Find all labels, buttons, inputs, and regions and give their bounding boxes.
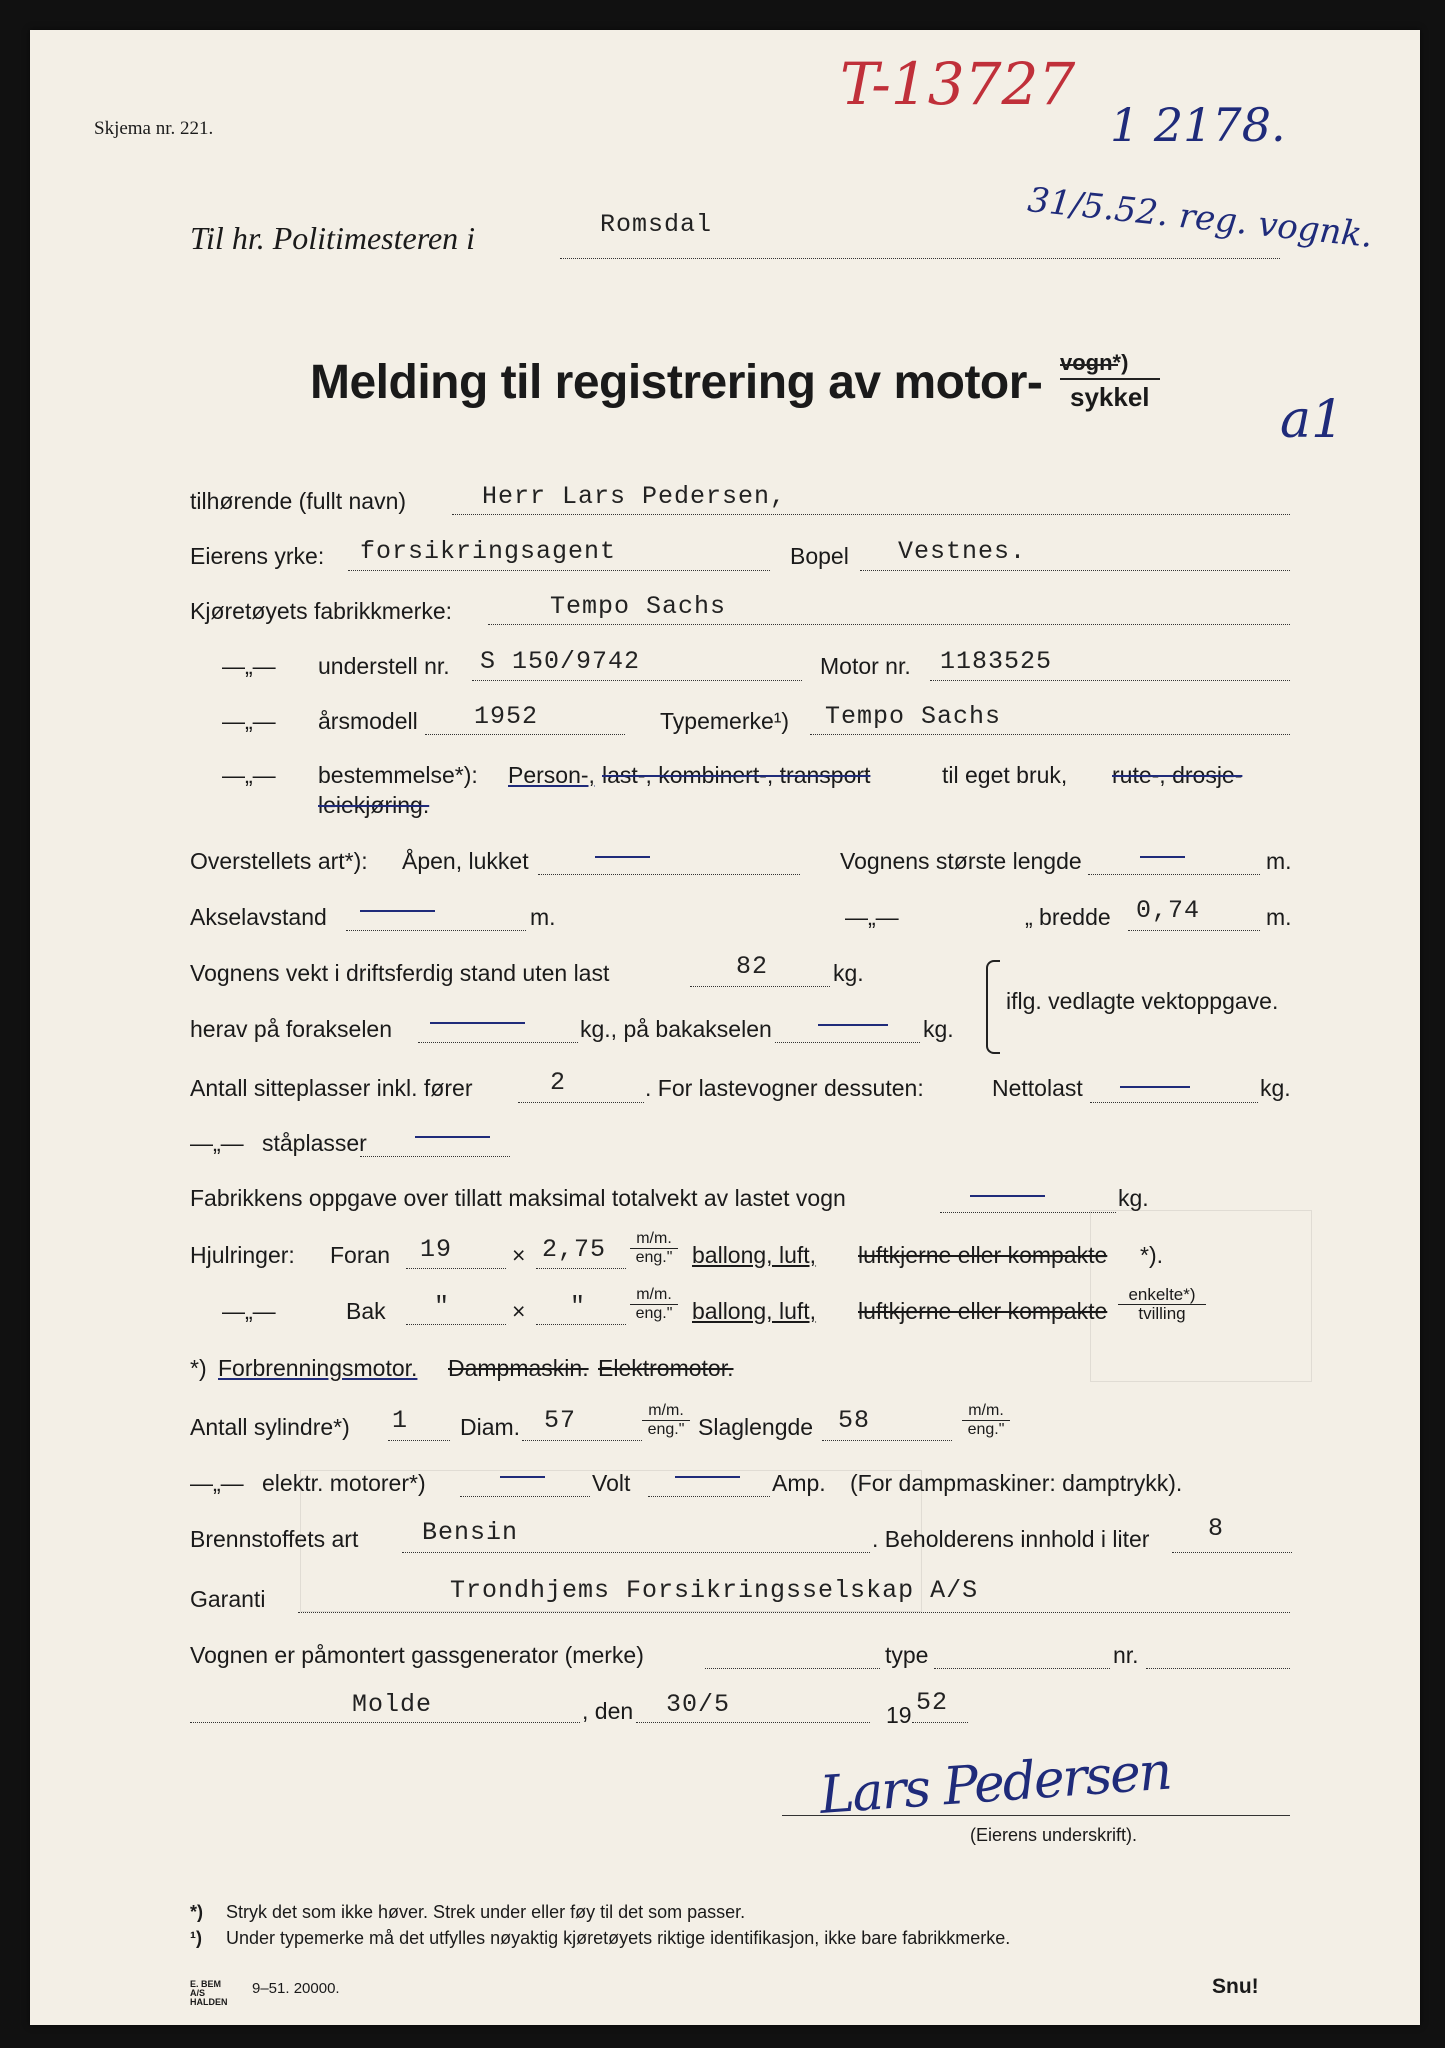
rear-axle-line <box>775 1042 920 1043</box>
residence-line <box>860 570 1290 571</box>
elec-dash <box>500 1476 545 1478</box>
body-value: Åpen, lukket <box>402 848 529 874</box>
ditto-mark: —„— <box>190 1130 244 1156</box>
motor-line <box>930 680 1290 681</box>
stroke-label: Slaglengde <box>698 1414 814 1440</box>
purpose-struck-types: last-, kombinert-, transport <box>602 762 871 788</box>
rear-dim2-line <box>536 1324 626 1325</box>
front-axle-dash <box>430 1022 525 1024</box>
seats-label: Antall sitteplasser inkl. fører <box>190 1075 473 1101</box>
netload-dash <box>1120 1086 1190 1088</box>
stroke-value: 58 <box>838 1406 871 1435</box>
addressee-district: Romsdal <box>600 210 713 239</box>
print-run: 9–51. 20000. <box>252 1980 340 1997</box>
den-label: , den <box>582 1698 634 1724</box>
date-line <box>636 1722 870 1723</box>
registration-note-annotation: 31/5.52. reg. vognk. <box>1025 180 1375 257</box>
diam-value: 57 <box>544 1406 577 1435</box>
title-option-divider <box>1060 378 1160 380</box>
length-dash <box>1140 856 1185 858</box>
engine-prefix: *) <box>190 1355 207 1381</box>
place-line <box>190 1722 580 1723</box>
purpose-struck-route: rute-, drosje- <box>1112 762 1243 788</box>
class-mark-annotation: a1 <box>1280 390 1345 450</box>
rear-unit-fraction: m/m. eng." <box>630 1286 678 1323</box>
year-line <box>425 734 625 735</box>
diam-unit-fraction: m/m. eng." <box>642 1402 690 1439</box>
fuel-label: Brennstoffets art <box>190 1526 359 1552</box>
tank-label: . Beholderens innhold i liter <box>872 1526 1150 1552</box>
maxweight-label: Fabrikkens oppgave over tillatt maksimal totalvekt av lastet vogn <box>190 1185 846 1211</box>
rear-single-twin: enkelte*) tvilling <box>1118 1286 1206 1323</box>
ditto-mark: —„— <box>845 904 899 930</box>
diam-label: Diam. <box>460 1414 521 1440</box>
typemark-value: Tempo Sachs <box>825 702 1002 731</box>
gas-label: Vognen er påmontert gassgenerator (merke) <box>190 1642 644 1668</box>
front-tire-struck: luftkjerne eller kompakte <box>858 1242 1108 1268</box>
type-label: type <box>885 1642 929 1668</box>
motor-label: Motor nr. <box>820 653 911 679</box>
date-value: 30/5 <box>666 1690 731 1719</box>
gas-line <box>705 1668 880 1669</box>
amp-label: Amp. <box>772 1470 826 1496</box>
make-line <box>488 624 1290 625</box>
tires-label: Hjulringer: <box>190 1242 295 1268</box>
rear-axle-unit: kg. <box>923 1016 954 1042</box>
owner-value: Herr Lars Pedersen, <box>482 482 787 511</box>
volt-line <box>648 1496 770 1497</box>
ditto-mark: —„— <box>222 762 276 788</box>
make-value: Tempo Sachs <box>550 592 727 621</box>
width-value: 0,74 <box>1136 896 1201 925</box>
year-value: 1952 <box>474 702 539 731</box>
front-times: × <box>512 1242 526 1268</box>
residence-value: Vestnes. <box>898 537 1027 566</box>
rear-tire-types: ballong, luft, <box>692 1298 817 1324</box>
fuel-value: Bensin <box>422 1518 519 1547</box>
volt-dash <box>675 1476 740 1478</box>
length-line <box>1088 874 1260 875</box>
ditto-mark: —„— <box>222 708 276 734</box>
nr-label: nr. <box>1113 1642 1139 1668</box>
body-line <box>538 874 800 875</box>
engine-combustion: Forbrenningsmotor. <box>218 1355 418 1381</box>
weight-line <box>690 986 830 987</box>
engine-steam: Dampmaskin. <box>448 1355 589 1381</box>
wheelbase-label: Akselavstand <box>190 904 327 930</box>
nr-line <box>1146 1668 1290 1669</box>
body-dash <box>595 856 650 858</box>
fuel-line <box>402 1552 870 1553</box>
title-option-sykkel: sykkel <box>1070 382 1150 412</box>
netload-label: Nettolast <box>992 1075 1083 1101</box>
stamp-number-annotation: T-13727 <box>840 50 1076 118</box>
turn-page-note[interactable]: Snu! <box>1212 1975 1259 1998</box>
residence-label: Bopel <box>790 543 849 569</box>
purpose-struck-hire: leiekjøring. <box>318 792 430 818</box>
owner-line <box>452 514 1290 515</box>
front-tire-types: ballong, luft, <box>692 1242 817 1268</box>
owner-signature: Lars Pedersen <box>817 1741 1173 1826</box>
owner-label: tilhørende (fullt navn) <box>190 488 407 514</box>
guarantee-label: Garanti <box>190 1586 266 1612</box>
cyl-value: 1 <box>392 1406 409 1435</box>
type-line <box>934 1668 1110 1669</box>
occupation-value: forsikringsagent <box>360 537 617 566</box>
front-dim1-line <box>406 1268 506 1269</box>
rear-axle-dash <box>818 1024 888 1026</box>
length-label: Vognens største lengde <box>840 848 1082 874</box>
rear-dim2-value: " <box>570 1292 587 1321</box>
netload-unit: kg. <box>1260 1075 1291 1101</box>
rear-dim1-value: " <box>434 1292 451 1321</box>
weight-unit: kg. <box>833 960 864 986</box>
signature-line <box>782 1815 1290 1816</box>
elec-label: elektr. motorer*) <box>262 1470 426 1496</box>
front-dim1-value: 19 <box>420 1235 453 1264</box>
title-option-strike <box>1060 364 1118 366</box>
weight-label: Vognens vekt i driftsferdig stand uten last <box>190 960 610 986</box>
footnote-one-mark: ¹) <box>190 1928 202 1948</box>
motor-value: 1183525 <box>940 647 1053 676</box>
body-label: Overstellets art*): <box>190 848 368 874</box>
purpose-own-use: til eget bruk, <box>942 762 1068 788</box>
volt-label: Volt <box>592 1470 631 1496</box>
cyl-label: Antall sylindre*) <box>190 1414 350 1440</box>
footnote-1: Stryk det som ikke høver. Strek under eller føy til det som passer. <box>226 1902 746 1922</box>
typemark-line <box>810 734 1290 735</box>
tank-line <box>1172 1552 1292 1553</box>
elec-line <box>460 1496 590 1497</box>
engine-electric: Elektromotor. <box>598 1355 734 1381</box>
addressee-line <box>560 258 1280 259</box>
maxweight-dash <box>970 1195 1045 1197</box>
chassis-label: understell nr. <box>318 653 450 679</box>
front-dim2-line <box>536 1268 626 1269</box>
chassis-value: S 150/9742 <box>480 647 641 676</box>
year-prefix: 19 <box>886 1702 912 1728</box>
weight-brace <box>986 960 1000 1054</box>
ditto-mark: —„— <box>222 1298 276 1324</box>
printer-mark: E. BEM A/S HALDEN <box>190 1979 228 2007</box>
seats-value: 2 <box>550 1068 567 1097</box>
weight-note: iflg. vedlagte vektoppgave. <box>1006 988 1279 1014</box>
front-dim2-value: 2,75 <box>542 1235 607 1264</box>
title-option-vogn: vogn*) <box>1060 350 1129 375</box>
rear-times: × <box>512 1298 526 1324</box>
wheelbase-unit: m. <box>530 904 556 930</box>
width-label: „ bredde <box>1025 904 1111 930</box>
seats-line <box>518 1102 644 1103</box>
steam-label: (For dampmaskiner: damptrykk). <box>850 1470 1183 1496</box>
footnote-2: Under typemerke må det utfylles nøyaktig kjøretøyets riktige identifikasjon, ikke bare fabrikkmerke. <box>226 1928 1011 1948</box>
width-unit: m. <box>1266 904 1292 930</box>
chassis-line <box>472 680 802 681</box>
tank-value: 8 <box>1208 1514 1225 1543</box>
ditto-mark: —„— <box>190 1470 244 1496</box>
form-title: Melding til registrering av motor- <box>310 356 1043 409</box>
rear-tire-struck: luftkjerne eller kompakte <box>858 1298 1108 1324</box>
signature-label: (Eierens underskrift). <box>970 1825 1138 1845</box>
occupation-line <box>348 570 770 571</box>
ditto-mark: —„— <box>222 653 276 679</box>
addressee-label: Til hr. Politimesteren i <box>190 220 476 256</box>
registration-form-page <box>30 30 1420 2025</box>
stroke-unit-fraction: m/m. eng." <box>962 1402 1010 1439</box>
width-line <box>1128 930 1260 931</box>
purpose-person: Person-, <box>508 762 595 788</box>
diam-line <box>522 1440 642 1441</box>
rear-label: Bak <box>346 1298 386 1324</box>
front-unit-fraction: m/m. eng." <box>630 1230 678 1267</box>
make-label: Kjøretøyets fabrikkmerke: <box>190 598 452 624</box>
occupation-label: Eierens yrke: <box>190 543 325 569</box>
front-axle-label: herav på forakselen <box>190 1016 393 1042</box>
wheelbase-dash <box>360 910 435 912</box>
standing-line <box>360 1156 510 1157</box>
netload-line <box>1090 1102 1258 1103</box>
stroke-line <box>822 1440 952 1441</box>
weight-value: 82 <box>736 952 769 981</box>
footnote-star-mark: *) <box>190 1902 203 1922</box>
rear-dim1-line <box>406 1324 506 1325</box>
front-axle-line <box>418 1042 578 1043</box>
front-tire-suffix: *). <box>1140 1242 1163 1268</box>
guarantee-line <box>298 1612 1290 1613</box>
year-label: årsmodell <box>318 708 418 734</box>
front-label: Foran <box>330 1242 391 1268</box>
guarantee-value: Trondhjems Forsikringsselskap A/S <box>450 1576 979 1605</box>
typemark-label: Typemerke¹) <box>660 708 790 734</box>
year-suffix-line <box>912 1722 968 1723</box>
maxweight-unit: kg. <box>1118 1185 1149 1211</box>
maxweight-line <box>940 1212 1116 1213</box>
purpose-label: bestemmelse*): <box>318 762 478 788</box>
standing-label: ståplasser <box>262 1130 367 1156</box>
cargo-label: . For lastevogner dessuten: <box>645 1075 924 1101</box>
wheelbase-line <box>346 930 526 931</box>
cyl-line <box>388 1440 450 1441</box>
rear-axle-label: kg., på bakakselen <box>580 1016 772 1042</box>
place-value: Molde <box>352 1690 433 1719</box>
form-number: Skjema nr. 221. <box>94 118 214 139</box>
length-unit: m. <box>1266 848 1292 874</box>
file-number-annotation: 1 2178. <box>1110 98 1286 152</box>
year-suffix-value: 52 <box>916 1688 949 1717</box>
standing-dash <box>415 1136 490 1138</box>
